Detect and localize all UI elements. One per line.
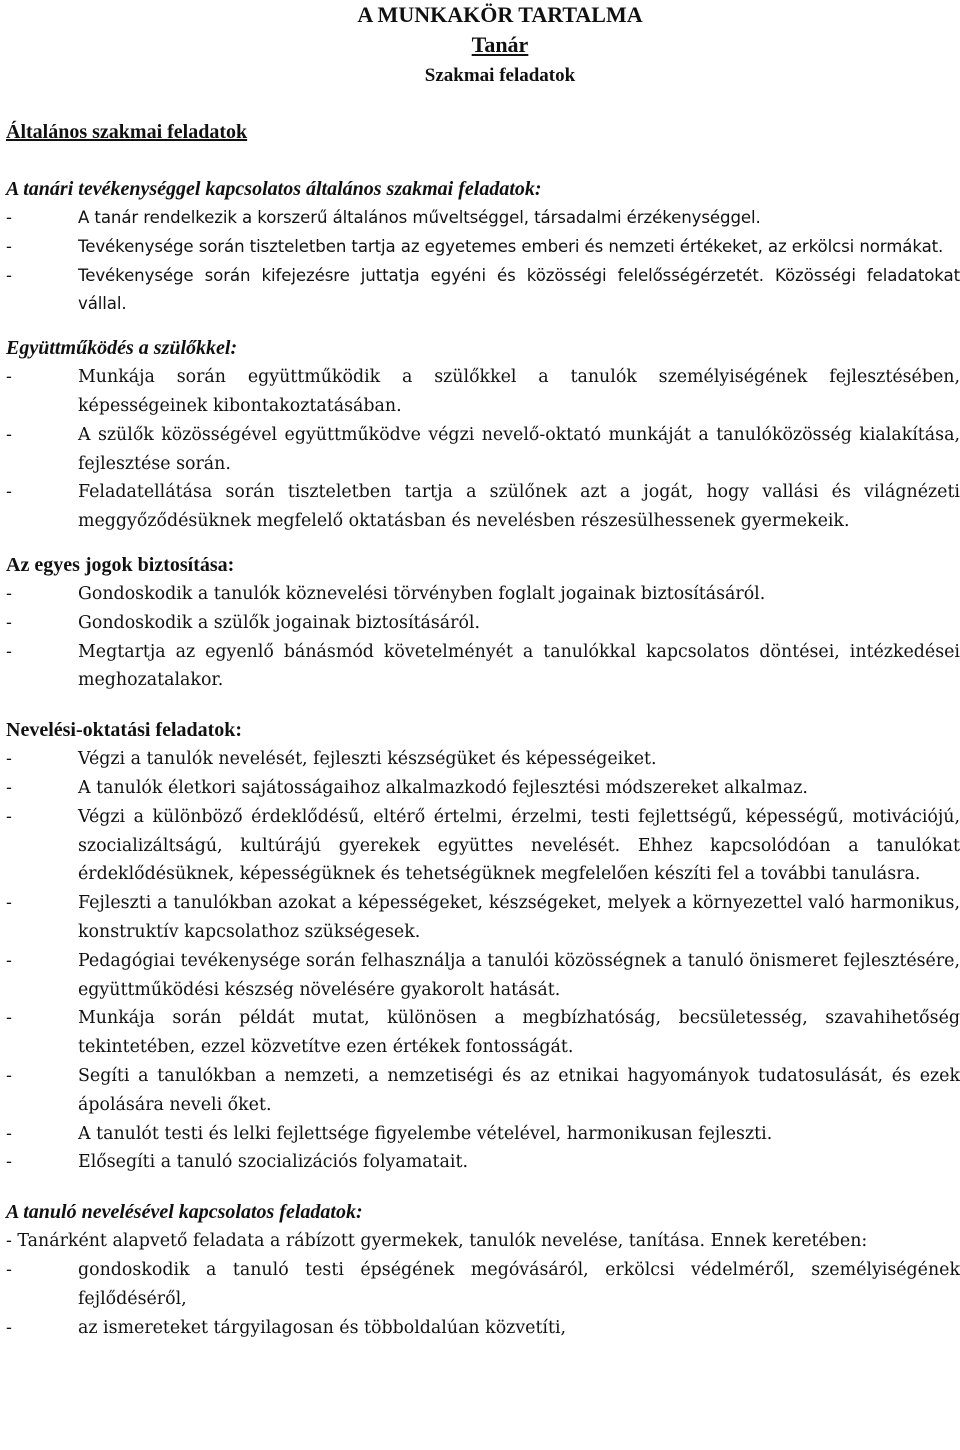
bullet-dash: -	[6, 1317, 12, 1338]
bullet-dash: -	[6, 208, 12, 228]
list-item-text: A tanár rendelkezik a korszerű általános műveltséggel, társadalmi érzékenységgel.	[78, 208, 761, 227]
list-item	[6, 262, 960, 320]
list-item	[6, 421, 960, 479]
document-title: A MUNKAKÖR TARTALMA	[357, 2, 643, 27]
list-item-text: Feladatellátása során tiszteletben tartja a szülőnek azt a jogát, hogy vallási és világnézeti meggyőződésüknek megfelelő oktatásban és nevelésben részesülhessenek gyermekeik.	[78, 482, 960, 532]
section-heading-education: Nevelési-oktatási feladatok:	[6, 719, 243, 742]
list-item-text: Munkája során együttműködik a szülőkkel a tanulók személyiségének fejlesztésében, képességeinek kibontakoztatásában.	[78, 367, 960, 416]
list-item	[6, 204, 960, 233]
section-heading-upbringing: A tanuló nevelésével kapcsolatos feladatok:	[6, 1201, 363, 1224]
list-item	[6, 889, 960, 947]
bullet-dash: -	[6, 749, 12, 770]
bullet-dash: -	[6, 367, 12, 388]
list-item	[6, 774, 960, 803]
bullet-dash: -	[6, 482, 12, 503]
list-item-text: Segíti a tanulókban a nemzeti, a nemzetiségi és az etnikai hagyományok tudatosulását, és ezek ápolására neveli őket.	[78, 1065, 960, 1115]
bullet-dash: -	[6, 1259, 12, 1280]
list-item-text: A tanulót testi és lelki fejlettsége figyelembe vételével, harmonikusan fejleszti.	[78, 1123, 773, 1144]
content	[6, 174, 960, 1342]
bullet-dash: -	[6, 424, 12, 445]
document-subtitle: Szakmai feladatok	[424, 65, 576, 86]
bullet-dash: -	[6, 1065, 12, 1086]
list-item-text: Fejleszti a tanulókban azokat a képességeket, készségeket, melyek a környezettel való harmonikus, konstruktív kapcsolathoz szükségesek.	[78, 893, 960, 942]
bullet-dash: -	[6, 1008, 12, 1029]
list-item-text: Elősegíti a tanuló szocializációs folyamatait.	[78, 1152, 468, 1173]
list-item-text: A tanulók életkori sajátosságaihoz alkalmazkodó fejlesztési módszereket alkalmaz.	[78, 777, 808, 798]
bullet-dash: -	[6, 950, 12, 971]
list-item	[6, 947, 960, 1005]
list-item	[6, 1062, 960, 1120]
bullet-dash: -	[6, 641, 12, 662]
list-item-text: Gondoskodik a tanulók köznevelési törvényben foglalt jogainak biztosításáról.	[78, 583, 766, 604]
list-item	[6, 1004, 960, 1062]
list-item	[6, 233, 960, 262]
list-item-text: Végzi a tanulók nevelését, fejleszti készségüket és képességeiket.	[78, 749, 657, 770]
list-item	[6, 580, 960, 609]
section-heading-parents: Együttműködés a szülőkkel:	[6, 337, 238, 360]
list-item-text: az ismereteket tárgyilagosan és többoldalúan közvetíti,	[78, 1317, 567, 1338]
list-item	[6, 1120, 960, 1149]
bullet-dash: -	[6, 583, 12, 604]
section-heading-general: A tanári tevékenységgel kapcsolatos általános szakmai feladatok:	[6, 178, 542, 200]
list-item	[6, 609, 960, 638]
list-item-text: Gondoskodik a szülők jogainak biztosításáról.	[78, 612, 481, 633]
bullet-dash: -	[6, 265, 12, 286]
bullet-dash: -	[6, 777, 12, 798]
title-block	[300, 0, 700, 92]
bullet-dash: -	[6, 1123, 12, 1144]
list-item-text: Megtartja az egyenlő bánásmód követelményét a tanulókkal kapcsolatos döntései, intézkedései meghozatalakor.	[78, 641, 960, 691]
list-item-text: A szülők közösségével együttműködve végzi nevelő-oktató munkáját a tanulóközösség kialakítása, fejlesztése során.	[78, 424, 960, 474]
section-intro: - Tanárként alapvető feladata a rábízott gyermekek, tanulók nevelése, tanítása. Ennek keretében:	[6, 1231, 868, 1252]
general-heading: Általános szakmai feladatok	[6, 121, 248, 143]
role-title: Tanár	[471, 32, 529, 57]
bullet-dash: -	[6, 236, 12, 257]
list-item	[6, 638, 960, 696]
list-item-text: Tevékenysége során kifejezésre juttatja egyéni és közösségi felelősségérzetét. Közösségi feladatokat vállal.	[78, 265, 960, 314]
list-item-text: Pedagógiai tevékenysége során felhasználja a tanulói közösségnek a tanuló önismeret fejlesztésére, együttműködési készség növelésére gyakorolt hatását.	[78, 950, 960, 1000]
list-item-text: gondoskodik a tanuló testi épségének megóvásáról, erkölcsi védelméről, személyiségének fejlődéséről,	[78, 1259, 960, 1309]
list-item	[6, 363, 960, 421]
bullet-dash: -	[6, 612, 12, 633]
list-item-text: Tevékenysége során tiszteletben tartja az egyetemes emberi és nemzeti értékeket, az erkölcsi normákat.	[78, 236, 944, 256]
list-item-text: Munkája során példát mutat, különösen a megbízhatóság, becsületesség, szavahihetőség tekintetében, ezzel közvetítve ezen értékek fontosságát.	[78, 1008, 960, 1058]
bullet-dash: -	[6, 893, 12, 914]
list-item-text: Végzi a különböző érdeklődésű, eltérő értelmi, érzelmi, testi fejlettségű, képességű, motivációjú, szocializáltságú, kultúrájú gyerekek együttes nevelését. Ehhez kapcsolódóan a tanulókat érdeklődésüknek, képességüknek és tehetségüknek megfelelően készíti fel a további tanulásra.	[78, 806, 960, 885]
list-item	[6, 803, 960, 889]
bullet-dash: -	[6, 1152, 12, 1173]
section-heading-rights: Az egyes jogok biztosítása:	[6, 553, 235, 576]
list-item	[6, 1314, 960, 1343]
list-item	[6, 1148, 960, 1177]
list-item	[6, 478, 960, 536]
bullet-dash: -	[6, 806, 12, 827]
list-item	[6, 1256, 960, 1314]
list-item	[6, 745, 960, 774]
